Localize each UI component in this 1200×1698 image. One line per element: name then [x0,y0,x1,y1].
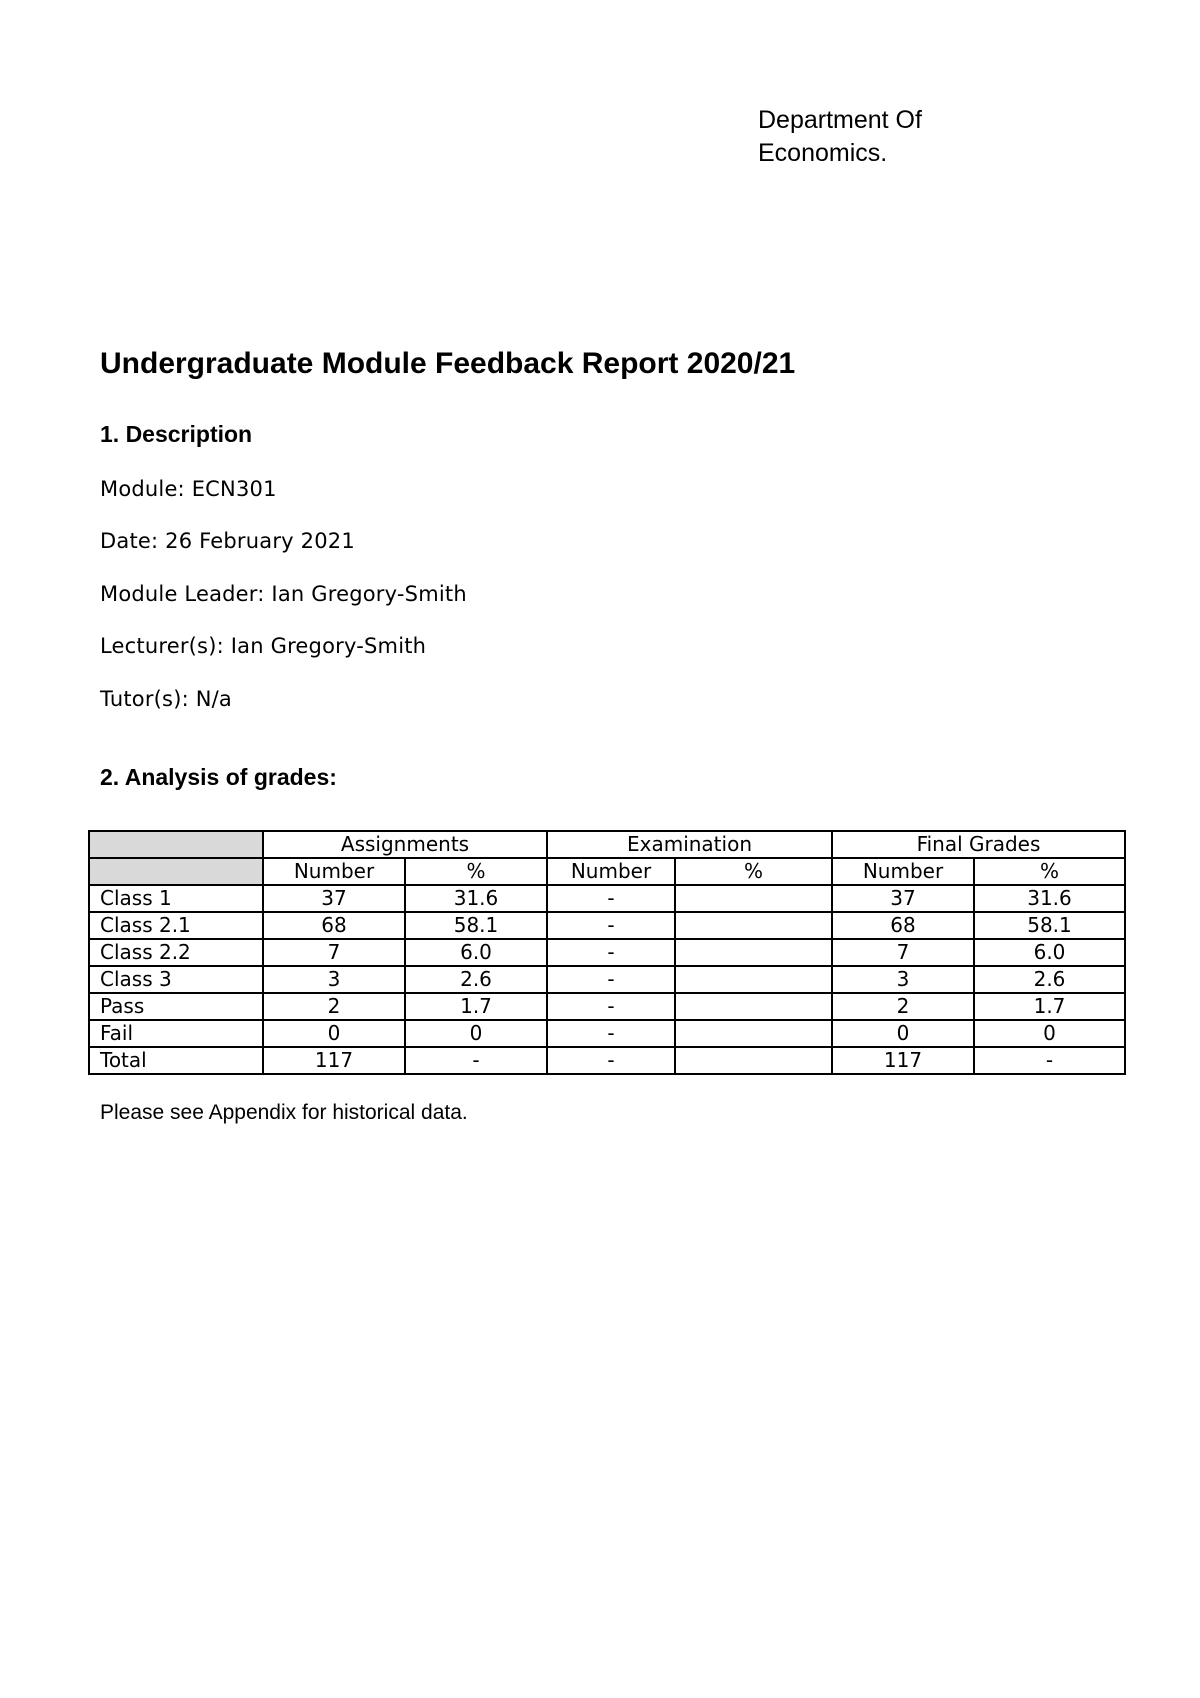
table-cell [675,1020,832,1047]
table-cell: - [974,1047,1125,1074]
date-field: Date: 26 February 2021 [100,529,355,553]
table-cell: 0 [263,1020,405,1047]
table-row [89,939,1125,966]
table-cell: 2.6 [405,966,547,993]
table-cell: 31.6 [405,885,547,912]
table-cell: 7 [263,939,405,966]
table-cell: 37 [263,885,405,912]
subheader-cell: % [405,858,547,885]
subheader-row [89,858,1125,885]
table-cell: 6.0 [974,939,1125,966]
group-header-examination: Examination [547,831,832,858]
table-cell: 3 [263,966,405,993]
table-cell: 117 [832,1047,974,1074]
corner-cell [89,858,263,885]
table-cell [675,993,832,1020]
appendix-note: Please see Appendix for historical data. [100,1101,468,1124]
subheader-cell: Number [263,858,405,885]
table-row [89,912,1125,939]
subheader-cell: Number [547,858,675,885]
table-cell: 2 [263,993,405,1020]
table-cell: 0 [832,1020,974,1047]
subheader-cell: % [675,858,832,885]
module-leader-field: Module Leader: Ian Gregory-Smith [100,582,467,606]
row-label: Fail [89,1020,263,1047]
table-cell: 68 [263,912,405,939]
table-cell: 37 [832,885,974,912]
grades-table [88,830,1126,1075]
table-cell: - [547,1047,675,1074]
table-cell: 1.7 [405,993,547,1020]
grades-heading: 2. Analysis of grades: [100,764,337,790]
table-row [89,1047,1125,1074]
table-row [89,1020,1125,1047]
table-cell: - [547,939,675,966]
row-label: Class 2.1 [89,912,263,939]
table-cell: - [547,885,675,912]
corner-cell [89,831,263,858]
table-cell: 3 [832,966,974,993]
module-field: Module: ECN301 [100,477,277,501]
row-label: Class 1 [89,885,263,912]
row-label: Total [89,1047,263,1074]
table-cell: 7 [832,939,974,966]
table-row [89,885,1125,912]
table-cell: - [547,1020,675,1047]
table-cell: - [547,912,675,939]
department-line-1: Department Of [758,106,922,134]
table-cell: 1.7 [974,993,1125,1020]
row-label: Class 2.2 [89,939,263,966]
table-cell [675,885,832,912]
row-label: Pass [89,993,263,1020]
table-cell: 68 [832,912,974,939]
row-label: Class 3 [89,966,263,993]
table-cell [675,1047,832,1074]
subheader-cell: Number [832,858,974,885]
table-cell: 31.6 [974,885,1125,912]
department-name [758,104,922,170]
table-cell: 58.1 [974,912,1125,939]
table-cell [675,939,832,966]
tutors-field: Tutor(s): N/a [100,687,232,711]
table-cell: - [547,966,675,993]
group-header-row [89,831,1125,858]
subheader-cell: % [974,858,1125,885]
report-title: Undergraduate Module Feedback Report 2020/21 [100,347,796,380]
lecturers-field: Lecturer(s): Ian Gregory-Smith [100,634,427,658]
table-cell: 0 [974,1020,1125,1047]
table-cell: - [547,993,675,1020]
table-cell [675,966,832,993]
table-cell: 2 [832,993,974,1020]
table-cell: 2.6 [974,966,1125,993]
table-row [89,966,1125,993]
group-header-assignments: Assignments [263,831,547,858]
group-header-final-grades: Final Grades [832,831,1125,858]
table-row [89,993,1125,1020]
department-line-2: Economics. [758,139,888,167]
table-cell: 6.0 [405,939,547,966]
description-heading: 1. Description [100,421,253,447]
table-cell: - [405,1047,547,1074]
table-cell [675,912,832,939]
table-cell: 117 [263,1047,405,1074]
table-cell: 0 [405,1020,547,1047]
table-cell: 58.1 [405,912,547,939]
